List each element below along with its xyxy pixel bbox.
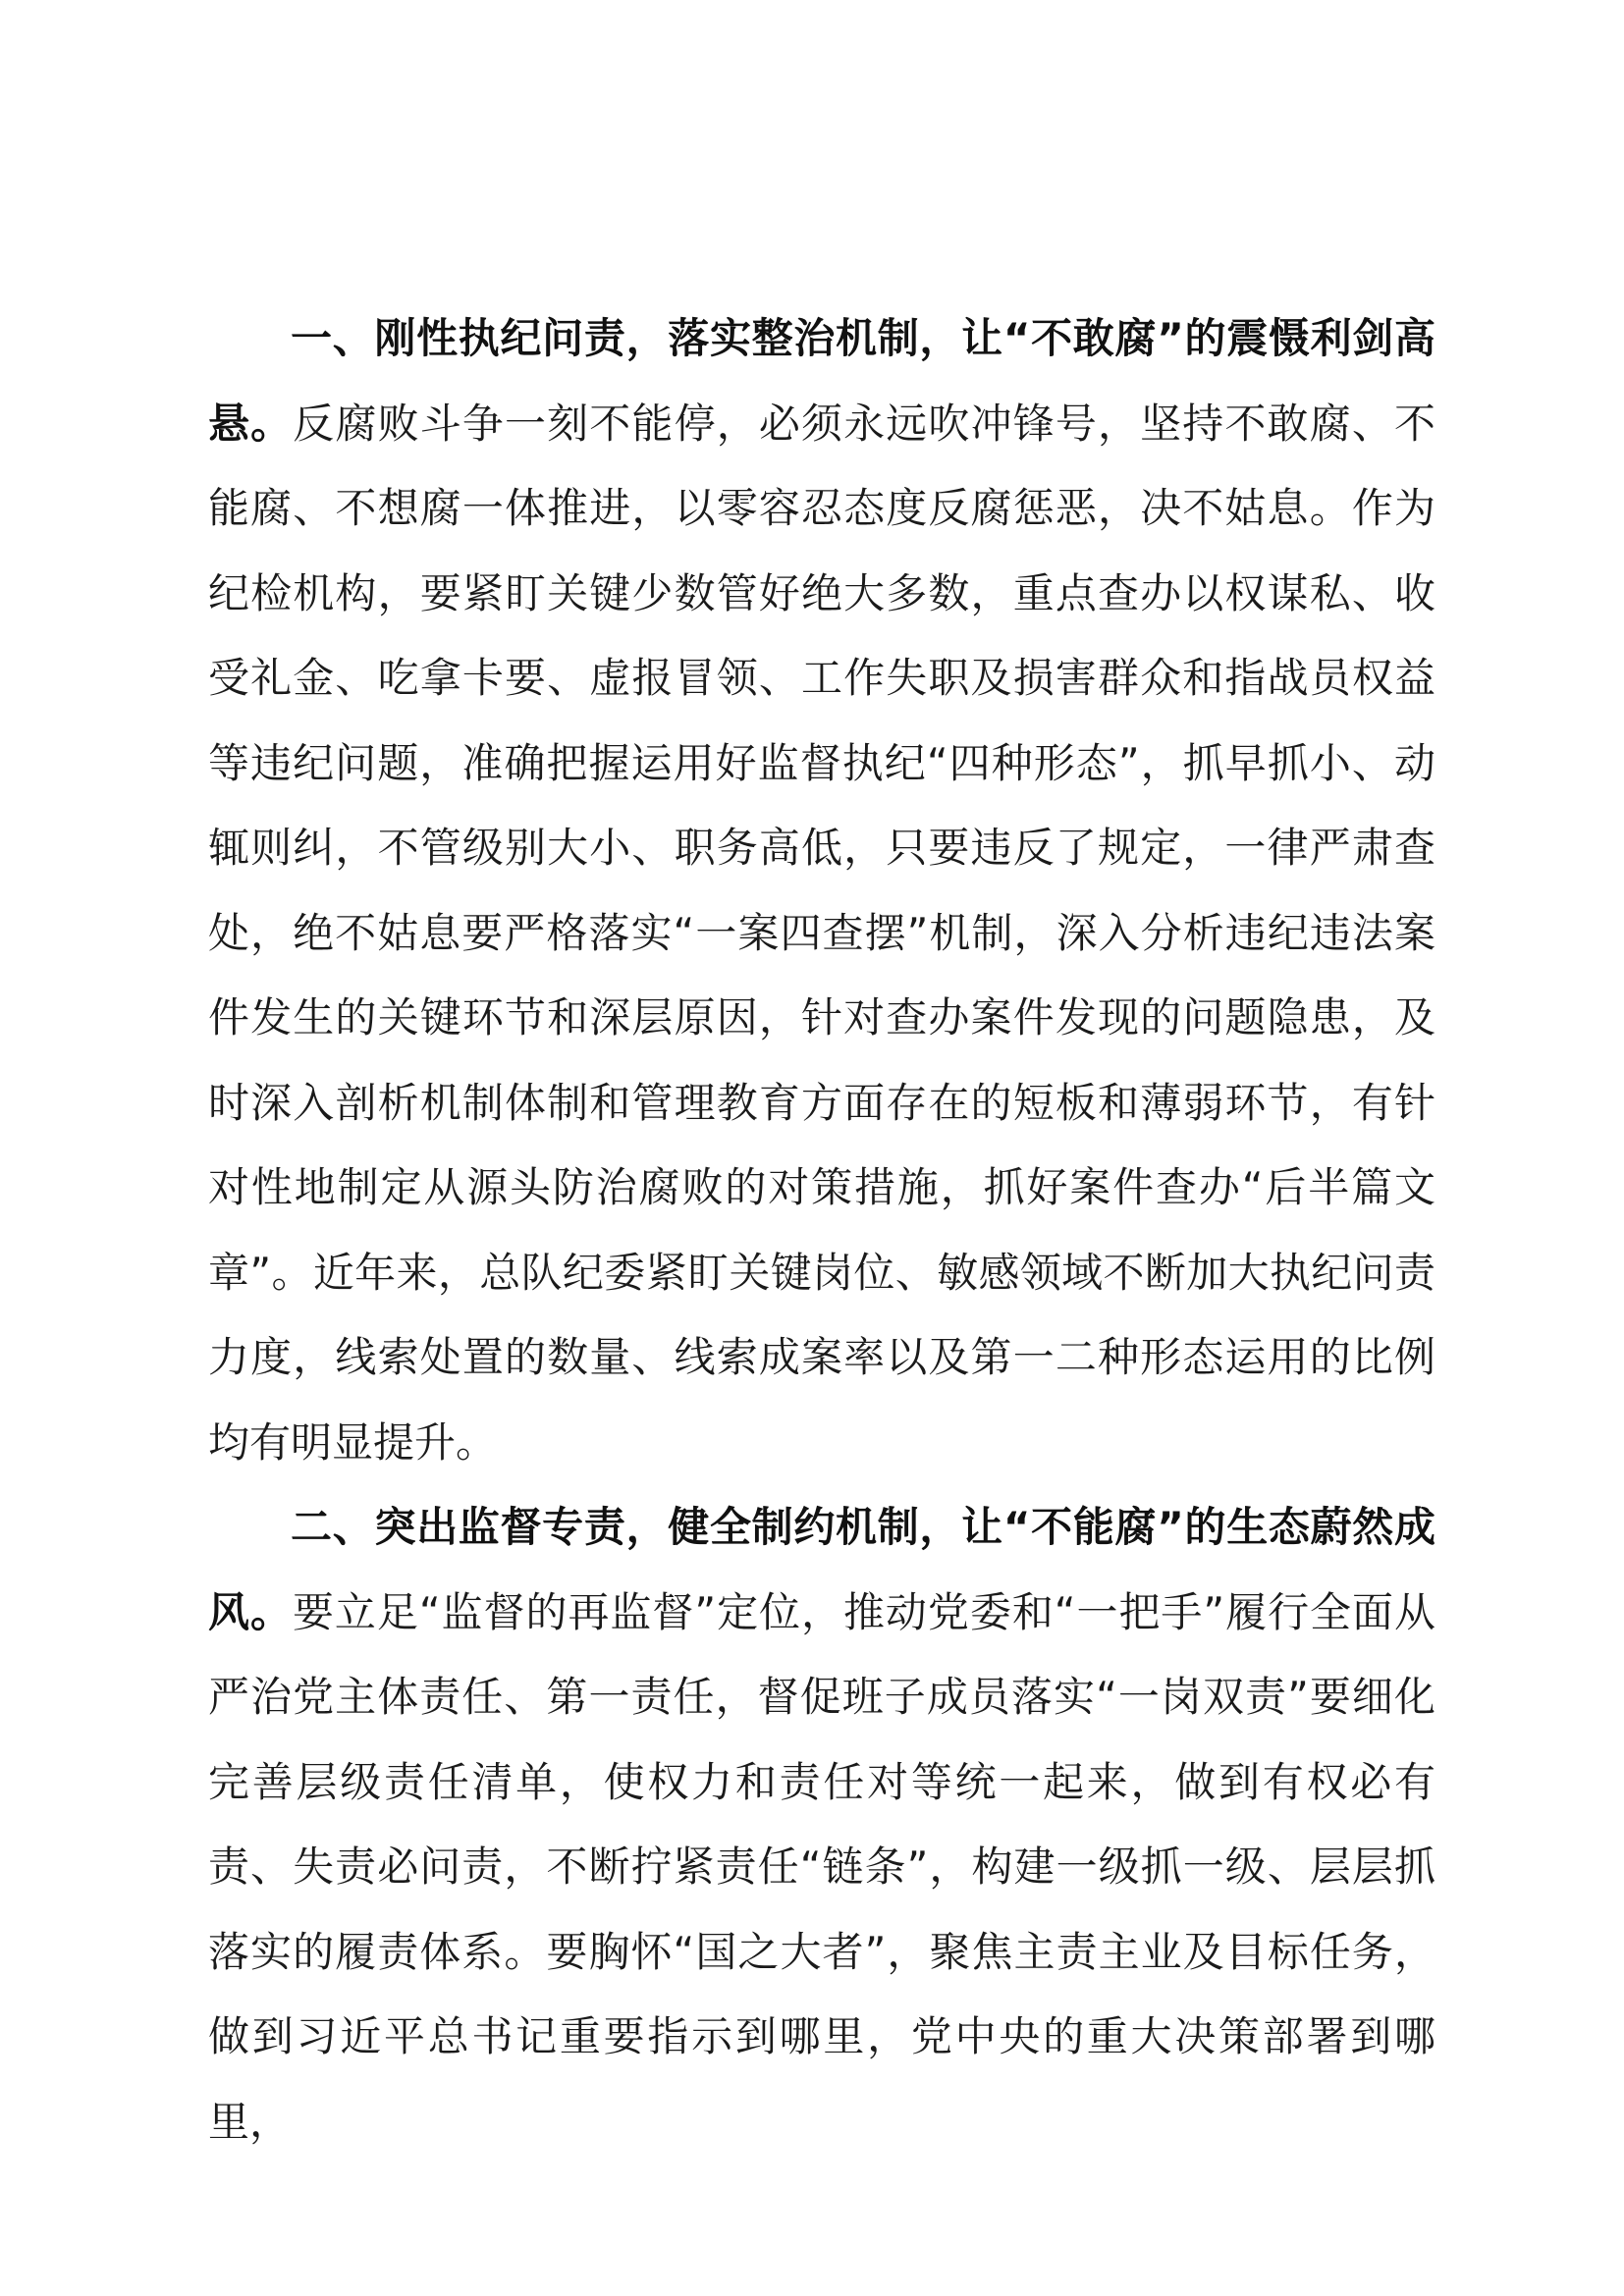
paragraph-1-heading: 一、刚性执纪问责，落实整治机制，让“不敢腐”的震慑利剑高悬。 bbox=[208, 314, 1435, 448]
paragraph-1-body: 反腐败斗争一刻不能停，必须永远吹冲锋号，坚持不敢腐、不能腐、不想腐一体推进，以零容忍态度反腐惩恶，决不姑息。作为纪检机构，要紧盯关键少数管好绝大多数，重点查办以权谋私、收受礼金、吃拿卡要、虚报冒领、工作失职及损害群众和指战员权益等违纪问题，准确把握运用好监督执纪“四种形态”，抓早抓小、动辄则纠，不管级别大小、职务高低，只要违反了规定，一律严肃查处，绝不姑息要严格落实“一案四查摆”机制，深入分析违纪违法案件发生的关键环节和深层原因，针对查办案件发现的问题隐患，及时深入剖析机制体制和管理教育方面存在的短板和薄弱环节，有针对性地制定从源头防治腐败的对策措施，抓好案件查办“后半篇文章”。近年来，总队纪委紧盯关键岗位、敏感领域不断加大执纪问责力度，线索处置的数量、线索成案率以及第一二种形态运用的比例均有明显提升。 bbox=[208, 399, 1435, 1467]
paragraph-2-heading: 二、突出监督专责，健全制约机制，让“不能腐”的生态蔚然成风。 bbox=[208, 1503, 1435, 1636]
paragraph-2 bbox=[208, 1485, 1435, 2164]
paragraph-1 bbox=[208, 296, 1435, 1485]
paragraph-2-body: 要立足“监督的再监督”定位，推动党委和“一把手”履行全面从严治党主体责任、第一责任，督促班子成员落实“一岗双责”要细化完善层级责任清单，使权力和责任对等统一起来，做到有权必有责、失责必问责，不断拧紧责任“链条”，构建一级抓一级、层层抓落实的履责体系。要胸怀“国之大者”，聚焦主责主业及目标任务，做到习近平总书记重要指示到哪里，党中央的重大决策部署到哪里， bbox=[208, 1587, 1435, 2146]
document-body bbox=[208, 296, 1435, 2164]
